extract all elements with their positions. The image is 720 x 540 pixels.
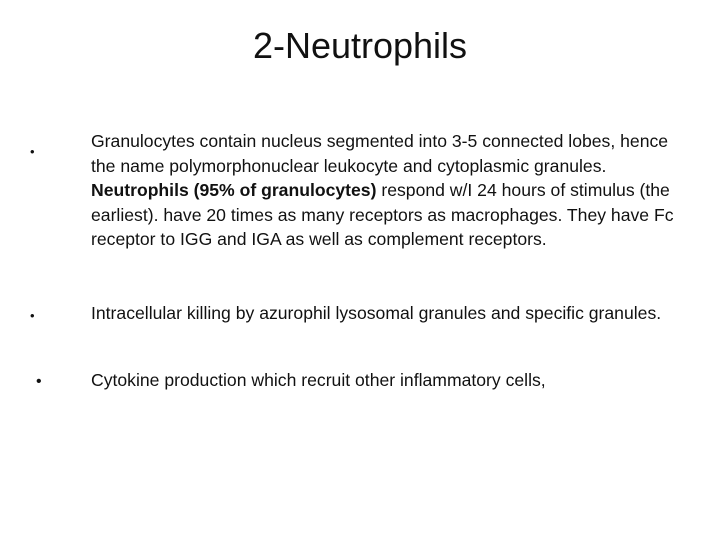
- bullet-text: [91, 129, 691, 252]
- bullet-marker: •: [30, 144, 35, 159]
- slide-title: 2-Neutrophils: [252, 25, 468, 66]
- bullet-marker: •: [30, 308, 35, 323]
- bullet-text-part: respond w/I 24 hours of stimulus (the earliest). have 20 times as many receptors as macrophages. They have Fc receptor to IGG and IGA as well as complement receptors.: [91, 180, 674, 249]
- bullet-text: Intracellular killing by azurophil lysosomal granules and specific granules.: [91, 303, 662, 323]
- bullet-bold-text: Neutrophils (95% of granulocytes): [91, 180, 377, 200]
- bullet-text-part: Cytokine production which recruit other inflammatory cells,: [91, 370, 546, 390]
- bullet-text: [62, 368, 622, 393]
- bullet-text-part: Granulocytes contain nucleus segmented into 3-5 connected lobes, hence the name polymorphonuclear leukocyte and cytoplasmic granules.: [91, 131, 669, 176]
- bullet-marker: •: [36, 373, 42, 390]
